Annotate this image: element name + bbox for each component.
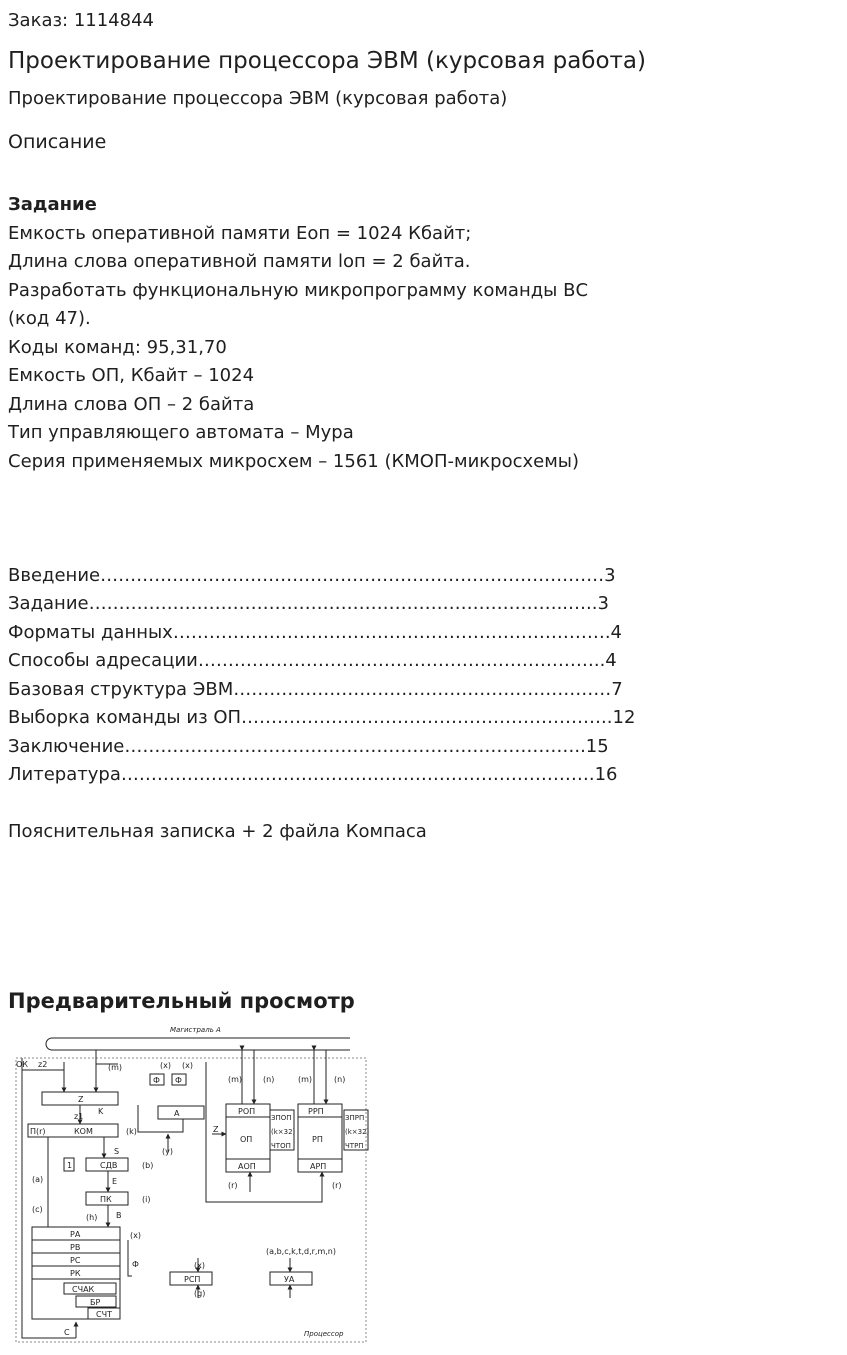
diagram-label: ОК [16, 1060, 28, 1069]
description-heading: Описание [8, 131, 107, 153]
diagram-label: (n) [263, 1075, 275, 1084]
diagram-label: Z [213, 1125, 219, 1134]
diagram-label: Ф [175, 1076, 182, 1085]
task-line: Тип управляющего автомата – Мура [8, 422, 354, 443]
diagram-label: СЧТ [96, 1310, 112, 1319]
diagram-label: (r) [332, 1181, 342, 1190]
diagram-label: S [114, 1147, 120, 1156]
toc-entry: Форматы данных……………………………………………………………….4 [8, 622, 623, 643]
diagram-label: Ф [153, 1076, 160, 1085]
diagram-label: П(r) [30, 1127, 46, 1136]
toc-entry: Выборка команды из ОП……………………………………………………..12 [8, 707, 636, 728]
diagram-label: (c) [32, 1205, 43, 1214]
diagram-label: ПК [100, 1195, 112, 1204]
diagram-label: Ф [132, 1260, 139, 1269]
task-line: Длина слова оперативной памяти lоп = 2 байта. [8, 251, 471, 272]
diagram-label: РА [70, 1230, 81, 1239]
diagram-label: (k×32) [271, 1128, 296, 1136]
diagram-label: (b) [142, 1161, 154, 1170]
diagram-label: Е [112, 1177, 118, 1186]
diagram-label: ЧТРП [345, 1142, 364, 1150]
page-title: Проектирование процессора ЭВМ (курсовая работа) [8, 48, 647, 74]
diagram-label: (x) [160, 1061, 171, 1070]
diagram-label: РК [70, 1269, 81, 1278]
toc-entry: Заключение…………………………………………………………………..15 [8, 736, 609, 757]
diagram-label: (r) [228, 1181, 238, 1190]
diagram-label: В [116, 1211, 122, 1220]
toc-entry: Способы адресации…………………………………………………………..4 [8, 650, 617, 671]
diagram-label: (a,b,c,k,t,d,r,m,n) [266, 1247, 336, 1256]
processor-diagram [8, 1022, 370, 1346]
task-line: Емкость оперативной памяти Еоп = 1024 Кбайт; [8, 223, 472, 244]
toc-entry: Базовая структура ЭВМ………………………………………………………7 [8, 679, 623, 700]
diagram-label: (x) [130, 1231, 141, 1240]
diagram-label: (x) [182, 1061, 193, 1070]
attachment-note: Пояснительная записка + 2 файла Компаса [8, 821, 427, 842]
diagram-label: ЗПОП [271, 1114, 292, 1122]
task-line: Разработать функциональную микропрограмму команды ВС [8, 280, 589, 301]
task-heading: Задание [8, 194, 97, 215]
diagram-label: СДВ [100, 1161, 118, 1170]
diagram-label: РСП [184, 1275, 201, 1284]
diagram-label: (y) [162, 1147, 173, 1156]
diagram-label: РРП [308, 1107, 324, 1116]
diagram-label: (h) [86, 1213, 98, 1222]
task-line: (код 47). [8, 308, 91, 329]
task-line: Длина слова ОП – 2 байта [8, 394, 255, 415]
diagram-label: (a) [32, 1175, 44, 1184]
diagram-label: (m) [108, 1063, 123, 1072]
diagram-label: СЧАК [72, 1285, 95, 1294]
diagram-label: С [64, 1328, 70, 1337]
diagram-label: АРП [310, 1162, 327, 1171]
diagram-label: УА [284, 1275, 295, 1284]
diagram-label: ОП [240, 1135, 253, 1144]
diagram-label: z2 [38, 1060, 48, 1069]
processor-label: Процессор [304, 1330, 344, 1338]
order-number: Заказ: 1114844 [8, 10, 154, 31]
task-line: Коды команд: 95,31,70 [8, 337, 227, 358]
diagram-label: РВ [70, 1243, 81, 1252]
diagram-label: РП [312, 1135, 323, 1144]
diagram-label: (k) [126, 1127, 137, 1136]
diagram-label: (x) [194, 1261, 205, 1270]
diagram-label: (g) [194, 1289, 206, 1298]
preview-image [8, 1022, 370, 1346]
diagram-label: РС [70, 1256, 81, 1265]
bus-label: Магистраль А [170, 1026, 221, 1034]
diagram-label: (m) [298, 1075, 313, 1084]
diagram-label: ЗПРП [345, 1114, 365, 1122]
diagram-label: (k×32) [345, 1128, 370, 1136]
diagram-label: (m) [228, 1075, 243, 1084]
diagram-label: z1 [74, 1112, 84, 1121]
diagram-label: (i) [142, 1195, 151, 1204]
preview-heading: Предварительный просмотр [8, 989, 355, 1013]
page-subtitle: Проектирование процессора ЭВМ (курсовая работа) [8, 88, 508, 109]
toc-entry: Введение…………………………………………………………………………3 [8, 565, 616, 586]
diagram-label: РОП [238, 1107, 256, 1116]
task-line: Емкость ОП, Кбайт – 1024 [8, 365, 255, 386]
diagram-label: A [174, 1109, 180, 1118]
task-line: Серия применяемых микросхем – 1561 (КМОП-микросхемы) [8, 451, 580, 472]
toc-entry: Задание……………………………………………………………………..…..3 [8, 593, 609, 614]
diagram-label: БР [90, 1298, 101, 1307]
diagram-label: (n) [334, 1075, 346, 1084]
diagram-label: K [98, 1107, 104, 1116]
diagram-label: ЧТОП [271, 1142, 291, 1150]
bus-line [46, 1038, 350, 1050]
diagram-label: КОМ [74, 1127, 93, 1136]
diagram-label: АОП [238, 1162, 256, 1171]
diagram-label: Z [78, 1095, 84, 1104]
diagram-label: 1 [67, 1161, 73, 1170]
toc-entry: Литература…………………………………………………………………….16 [8, 764, 618, 785]
